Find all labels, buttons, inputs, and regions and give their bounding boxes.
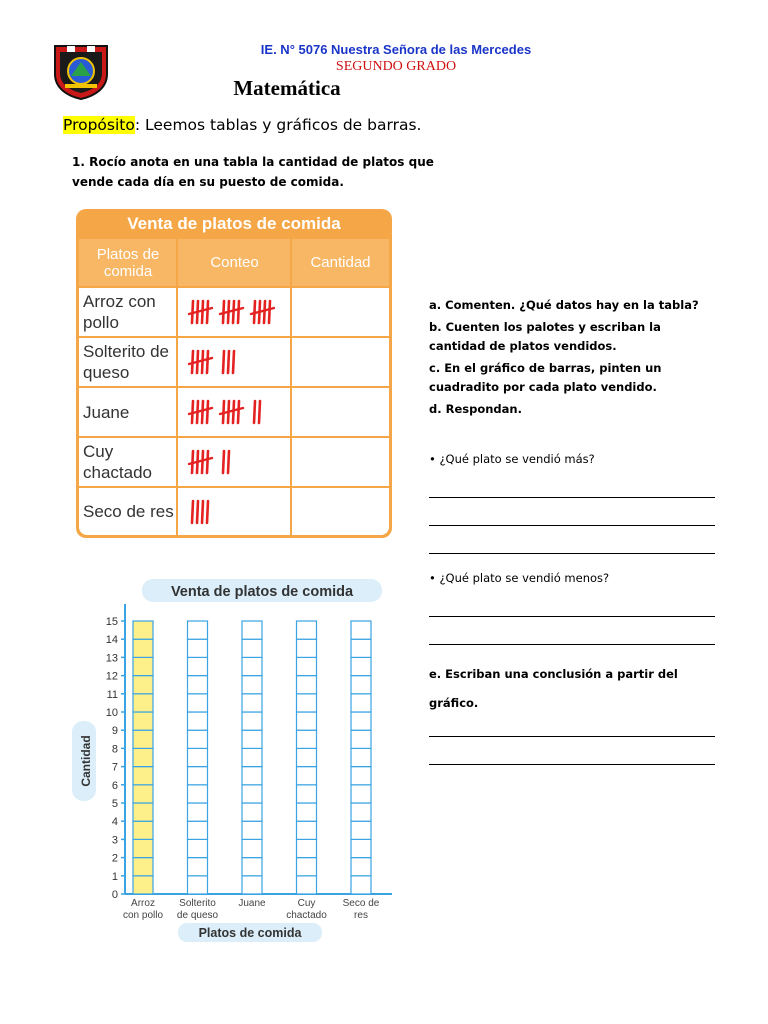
tally-stroke (259, 401, 260, 423)
bar-cell[interactable] (351, 694, 371, 712)
y-tick-label: 14 (105, 634, 118, 647)
tally-stroke (269, 301, 270, 323)
bar-cell-filled[interactable] (133, 712, 153, 730)
answer-line[interactable] (429, 616, 715, 617)
tally-stroke (238, 301, 239, 323)
tally-stroke (207, 451, 208, 473)
bar-cell[interactable] (297, 803, 317, 821)
quantity-cell[interactable] (293, 338, 387, 384)
tally-stroke (202, 401, 203, 423)
y-tick-label: 2 (111, 852, 118, 865)
tally-marks (187, 438, 287, 486)
bar-cell-filled[interactable] (133, 657, 153, 675)
bar-cell[interactable] (242, 839, 262, 857)
x-tick-label: de queso (176, 910, 219, 921)
y-tick-label: 15 (105, 616, 118, 628)
y-tick-label: 13 (105, 652, 118, 665)
bar-cell[interactable] (188, 803, 208, 821)
bar-cell[interactable] (242, 639, 262, 657)
bar-cell[interactable] (351, 748, 371, 766)
bar-cell-filled[interactable] (133, 839, 153, 857)
bar-cell[interactable] (242, 621, 262, 639)
tally-stroke (192, 501, 193, 523)
tally-stroke (207, 351, 208, 373)
bar-cell-filled[interactable] (133, 694, 153, 712)
tally-marks (187, 388, 287, 436)
quantity-cell[interactable] (293, 488, 387, 533)
bar-cell-filled[interactable] (133, 676, 153, 694)
y-tick-label: 12 (105, 670, 118, 683)
dish-seco-de-res: Seco de res (83, 502, 174, 521)
bar-cell-filled[interactable] (133, 730, 153, 748)
bar-cell[interactable] (242, 876, 262, 894)
x-tick-label: Solterito (179, 898, 216, 909)
header-count: Conteo (210, 254, 259, 271)
table-title: Venta de platos de comida (127, 214, 341, 233)
bar-cell[interactable] (351, 767, 371, 785)
bar-cell[interactable] (242, 748, 262, 766)
y-tick-label: 7 (111, 761, 118, 774)
question-c: c. En el gráfico de barras, pinten un cuadradito por cada plato vendido. (429, 361, 662, 394)
question-b: b. Cuenten los palotes y escriban la cantidad de platos vendidos. (429, 320, 661, 353)
school-crest-logo (51, 44, 111, 100)
bar-cell[interactable] (351, 785, 371, 803)
bar-cell[interactable] (188, 657, 208, 675)
bar-cell[interactable] (351, 839, 371, 857)
answer-line[interactable] (429, 497, 715, 498)
x-tick-label: Seco de (342, 898, 380, 909)
bar-cell[interactable] (351, 730, 371, 748)
question-most-sold: • ¿Qué plato se vendió más? (429, 452, 595, 466)
question-least-sold: • ¿Qué plato se vendió menos? (429, 571, 610, 585)
tally-stroke (207, 301, 208, 323)
purpose-line (63, 116, 421, 134)
bar-chart (70, 576, 400, 946)
y-tick-label: 1 (111, 870, 118, 883)
bar-cell[interactable] (351, 821, 371, 839)
answer-line[interactable] (429, 644, 715, 645)
bar-cell[interactable] (242, 767, 262, 785)
bar-cell[interactable] (188, 839, 208, 857)
bar-cell[interactable] (188, 821, 208, 839)
bar-cell-filled[interactable] (133, 821, 153, 839)
bar-cell-filled[interactable] (133, 803, 153, 821)
y-tick-label: 4 (111, 816, 118, 829)
x-tick-label: con pollo (122, 910, 164, 921)
tally-stroke (202, 301, 203, 323)
tally-marks (187, 288, 287, 336)
bar-cell[interactable] (188, 767, 208, 785)
y-tick-label: 3 (111, 834, 118, 847)
tally-stroke (207, 501, 208, 523)
answer-line[interactable] (429, 764, 715, 765)
bar-cell-filled[interactable] (133, 876, 153, 894)
bar-cell[interactable] (242, 676, 262, 694)
bar-cell-filled[interactable] (133, 748, 153, 766)
school-name: IE. N° 5076 Nuestra Señora de las Mercedes (260, 42, 532, 57)
chart-title: Venta de platos de comida (170, 584, 354, 600)
bar-cell-filled[interactable] (133, 858, 153, 876)
bar-cell[interactable] (188, 748, 208, 766)
header-quantity: Cantidad (310, 254, 371, 271)
tally-table (76, 209, 392, 538)
bar-cell[interactable] (188, 876, 208, 894)
answer-line[interactable] (429, 553, 715, 554)
dish-solterito-de-queso: Solterito de queso (83, 342, 169, 382)
bar-cell[interactable] (242, 730, 262, 748)
quantity-cell[interactable] (293, 438, 387, 484)
question-d: d. Respondan. (429, 402, 522, 416)
bar-cell[interactable] (188, 639, 208, 657)
bar-cell[interactable] (351, 676, 371, 694)
bar-cell[interactable] (351, 621, 371, 639)
bar-cell[interactable] (297, 748, 317, 766)
tally-stroke (202, 451, 203, 473)
x-tick-label: res (354, 910, 368, 921)
tally-marks (187, 338, 287, 386)
question-1: 1. Rocío anota en una tabla la cantidad de platos que vende cada día en su puesto de comida. (72, 155, 434, 189)
bar-cell[interactable] (297, 876, 317, 894)
bar-cell[interactable] (188, 712, 208, 730)
quantity-cell[interactable] (293, 288, 387, 334)
grade-label: SEGUNDO GRADO (335, 59, 457, 74)
answer-line[interactable] (429, 525, 715, 526)
bar-cell[interactable] (188, 621, 208, 639)
bar-cell[interactable] (242, 803, 262, 821)
bar-cell-filled[interactable] (133, 621, 153, 639)
bar-cell[interactable] (188, 694, 208, 712)
bar-cell[interactable] (297, 676, 317, 694)
dish-cuy-chactado: Cuy chactado (83, 442, 152, 482)
bar-cell[interactable] (297, 785, 317, 803)
x-tick-label: Juane (238, 898, 266, 909)
x-tick-label: Cuy (297, 898, 316, 909)
question-a: a. Comenten. ¿Qué datos hay en la tabla? (429, 298, 699, 312)
tally-stroke (233, 401, 234, 423)
y-tick-label: 6 (111, 779, 118, 792)
tally-stroke (228, 451, 229, 473)
bar-cell[interactable] (297, 839, 317, 857)
bar-cell[interactable] (351, 858, 371, 876)
tally-stroke (233, 351, 234, 373)
tally-marks (187, 488, 287, 535)
questions-block (429, 296, 719, 422)
y-tick-label: 0 (111, 889, 118, 901)
bar-cell[interactable] (351, 803, 371, 821)
bar-cell[interactable] (242, 712, 262, 730)
bar-cell[interactable] (188, 785, 208, 803)
bar-cell[interactable] (188, 730, 208, 748)
tally-stroke (238, 401, 239, 423)
bar-cell[interactable] (242, 821, 262, 839)
y-tick-label: 5 (111, 798, 118, 810)
bar-cell[interactable] (297, 730, 317, 748)
bar-cell[interactable] (297, 821, 317, 839)
bar-cell[interactable] (297, 639, 317, 657)
table-body (79, 239, 389, 535)
purpose-text: : Leemos tablas y gráficos de barras. (134, 116, 422, 134)
bar-cell-filled[interactable] (133, 785, 153, 803)
bar-cell[interactable] (297, 694, 317, 712)
subject-title: Matemática (233, 76, 341, 100)
bar-cell[interactable] (297, 712, 317, 730)
tally-stroke (223, 451, 224, 473)
bar-cell-filled[interactable] (133, 639, 153, 657)
tally-stroke (254, 401, 255, 423)
bar-cell[interactable] (188, 676, 208, 694)
tally-stroke (197, 501, 198, 523)
tally-stroke (264, 301, 265, 323)
bar-cell[interactable] (351, 657, 371, 675)
bar-cell[interactable] (242, 694, 262, 712)
y-tick-label: 9 (111, 725, 118, 738)
bar-cell[interactable] (297, 858, 317, 876)
bar-cell[interactable] (297, 767, 317, 785)
tally-stroke (233, 301, 234, 323)
purpose-label: Propósito (63, 116, 135, 134)
dish-arroz-con-pollo: Arroz con pollo (83, 292, 156, 332)
bar-cell[interactable] (351, 876, 371, 894)
tally-stroke (202, 501, 203, 523)
bar-cell[interactable] (297, 657, 317, 675)
x-tick-label: chactado (286, 910, 327, 921)
bar-cell[interactable] (188, 858, 208, 876)
tally-stroke (207, 401, 208, 423)
header-dishes: Platos de comida (96, 245, 160, 280)
y-axis-label: Cantidad (79, 735, 93, 787)
y-tick-label: 8 (111, 743, 118, 756)
bar-cell[interactable] (242, 785, 262, 803)
dish-juane: Juane (83, 402, 130, 422)
quantity-cell[interactable] (293, 388, 387, 434)
bar-cell[interactable] (242, 657, 262, 675)
tally-stroke (202, 351, 203, 373)
answer-line[interactable] (429, 736, 715, 737)
tally-stroke (223, 351, 224, 373)
y-tick-label: 10 (105, 707, 118, 719)
bar-cell[interactable] (297, 621, 317, 639)
question-e: e. Escriban una conclusión a partir del gráfico. (429, 667, 678, 710)
bar-cell-filled[interactable] (133, 767, 153, 785)
x-tick-label: Arroz (131, 898, 155, 909)
y-tick-label: 11 (106, 688, 118, 701)
bar-cell[interactable] (351, 639, 371, 657)
bar-cell[interactable] (351, 712, 371, 730)
bar-cell[interactable] (242, 858, 262, 876)
x-axis-label: Platos de comida (198, 926, 302, 940)
tally-stroke (228, 351, 229, 373)
